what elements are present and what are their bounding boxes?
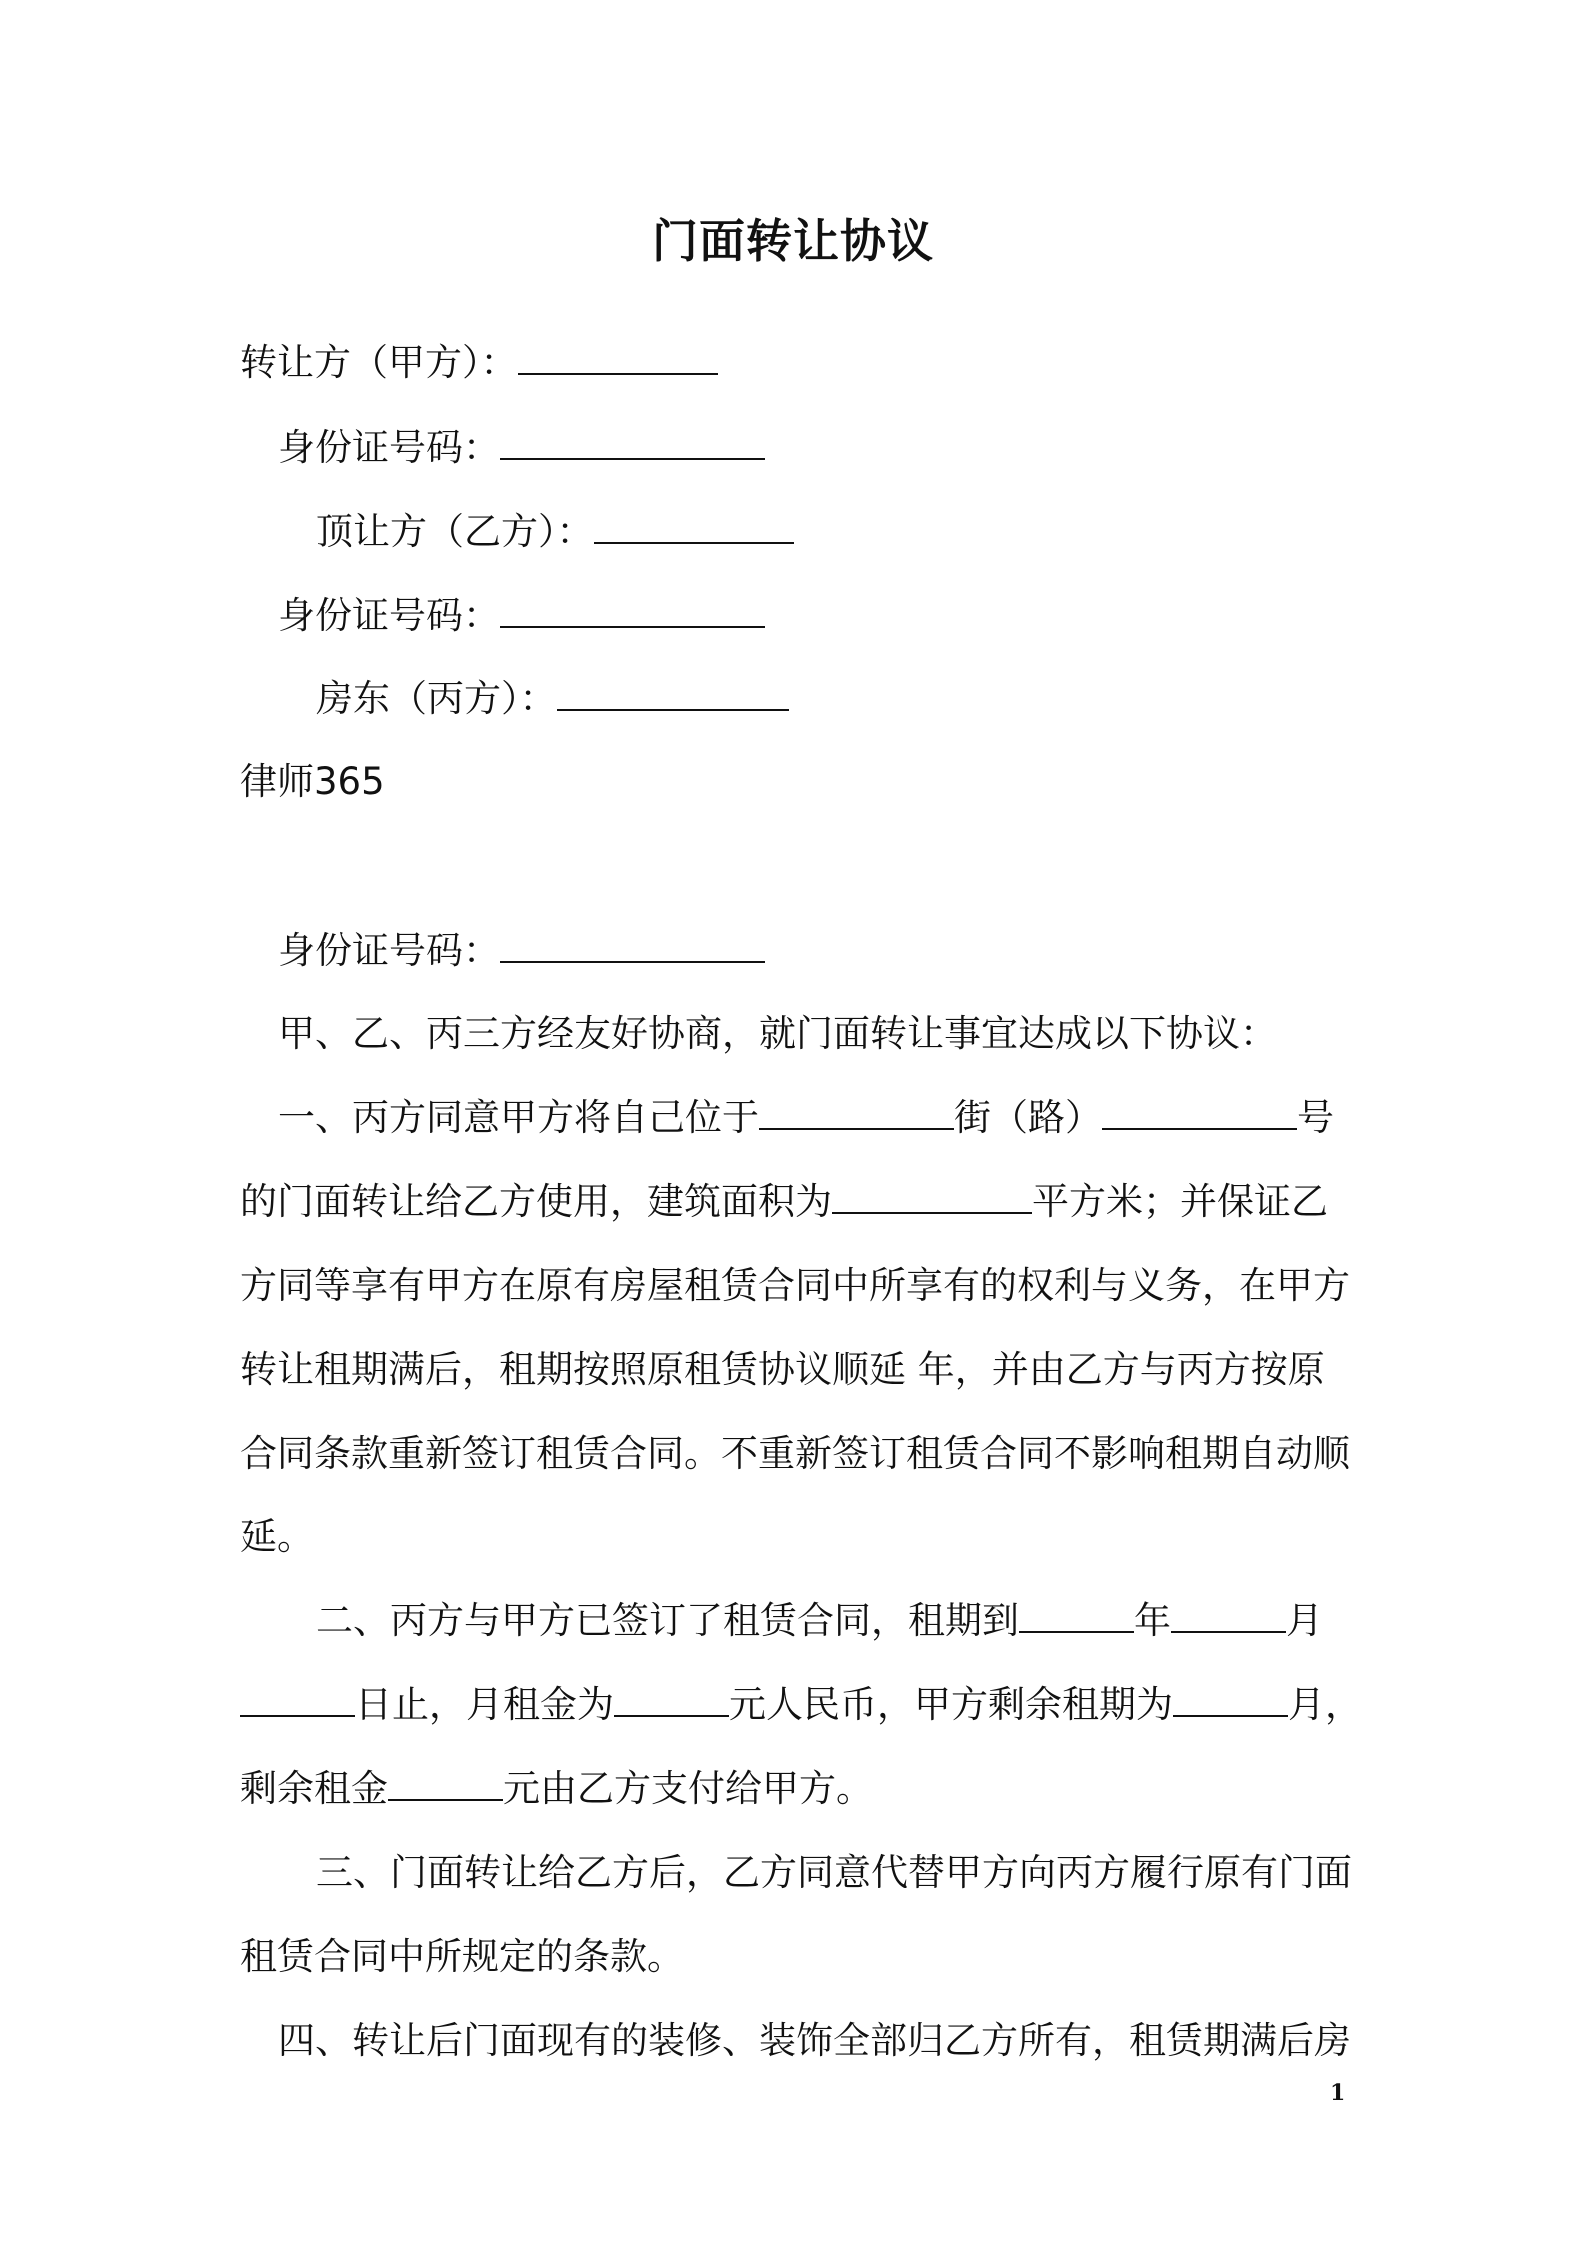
clause2-text-a: 二、丙方与甲方已签订了租赁合同，租期到 bbox=[316, 1599, 1019, 1642]
landlord-label: 房东（丙方）： bbox=[316, 677, 557, 720]
clause2-text-b: 年 bbox=[1134, 1599, 1171, 1642]
clause1-text-d: 的门面转让给乙方使用，建筑面积为 bbox=[240, 1180, 832, 1223]
clause1-text-c: 号 bbox=[1297, 1096, 1334, 1139]
clause2-text-c: 月 bbox=[1286, 1599, 1323, 1642]
clause2-text-g: 剩余租金 bbox=[240, 1767, 388, 1810]
page-number: 1 bbox=[1330, 2080, 1346, 2106]
clause1-text-a: 一、丙方同意甲方将自己位于 bbox=[278, 1096, 759, 1139]
clause2-line2 bbox=[240, 1679, 1362, 1731]
clause2-text-d: 日止，月租金为 bbox=[355, 1683, 614, 1726]
transferor-line bbox=[240, 337, 1355, 389]
rent-blank[interactable] bbox=[614, 1685, 729, 1717]
clause1-line5: 合同条款重新签订租赁合同。不重新签订租赁合同不影响租期自动顺 bbox=[240, 1432, 1350, 1475]
id-line-2 bbox=[278, 590, 1393, 642]
clause2-text-e: 元人民币，甲方剩余租期为 bbox=[729, 1683, 1173, 1726]
watermark-text: 律师365 bbox=[240, 760, 385, 803]
id-line-3 bbox=[278, 925, 1393, 977]
clause1-line2 bbox=[240, 1176, 1355, 1228]
transferee-line bbox=[316, 506, 1431, 558]
clause3-line1: 三、门面转让给乙方后，乙方同意代替甲方向丙方履行原有门面 bbox=[316, 1851, 1352, 1894]
area-blank[interactable] bbox=[832, 1182, 1032, 1214]
id-blank-3[interactable] bbox=[500, 931, 765, 963]
landlord-line bbox=[316, 673, 1431, 725]
clause2-text-h: 元由乙方支付给甲方。 bbox=[503, 1767, 873, 1810]
lease-day-blank[interactable] bbox=[240, 1685, 355, 1717]
clause1-line1 bbox=[278, 1092, 1393, 1144]
transferee-label: 顶让方（乙方）： bbox=[316, 510, 594, 553]
clause1-line4: 转让租期满后，租期按照原租赁协议顺延 年，并由乙方与丙方按原 bbox=[240, 1348, 1325, 1391]
landlord-blank[interactable] bbox=[557, 679, 789, 711]
number-blank[interactable] bbox=[1102, 1098, 1297, 1130]
clause1-line3: 方同等享有甲方在原有房屋租赁合同中所享有的权利与义务，在甲方 bbox=[240, 1264, 1350, 1307]
clause2-line1 bbox=[316, 1595, 1431, 1647]
transferor-blank[interactable] bbox=[518, 343, 718, 375]
clause3-line2: 租赁合同中所规定的条款。 bbox=[240, 1935, 684, 1978]
clause1-line6: 延。 bbox=[240, 1515, 314, 1558]
id-line-1 bbox=[278, 422, 1393, 474]
lease-month-blank[interactable] bbox=[1171, 1601, 1286, 1633]
clause2-line3 bbox=[240, 1763, 1355, 1815]
id-label-1: 身份证号码： bbox=[278, 426, 500, 469]
intro-paragraph: 甲、乙、丙三方经友好协商，就门面转让事宜达成以下协议： bbox=[278, 1012, 1277, 1055]
lease-year-blank[interactable] bbox=[1019, 1601, 1134, 1633]
id-blank-2[interactable] bbox=[500, 596, 765, 628]
remaining-rent-blank[interactable] bbox=[388, 1769, 503, 1801]
id-blank-1[interactable] bbox=[500, 428, 765, 460]
clause4-line1: 四、转让后门面现有的装修、装饰全部归乙方所有，租赁期满后房 bbox=[278, 2019, 1351, 2062]
clause1-text-e: 平方米；并保证乙 bbox=[1032, 1180, 1328, 1223]
remaining-term-blank[interactable] bbox=[1173, 1685, 1288, 1717]
transferee-blank[interactable] bbox=[594, 512, 794, 544]
id-label-3: 身份证号码： bbox=[278, 929, 500, 972]
street-blank[interactable] bbox=[759, 1098, 954, 1130]
transferor-label: 转让方（甲方）： bbox=[240, 341, 518, 384]
id-label-2: 身份证号码： bbox=[278, 594, 500, 637]
document-title: 门面转让协议 bbox=[652, 214, 934, 268]
clause1-text-b: 街（路） bbox=[954, 1096, 1102, 1139]
clause2-text-f: 月， bbox=[1288, 1683, 1362, 1726]
